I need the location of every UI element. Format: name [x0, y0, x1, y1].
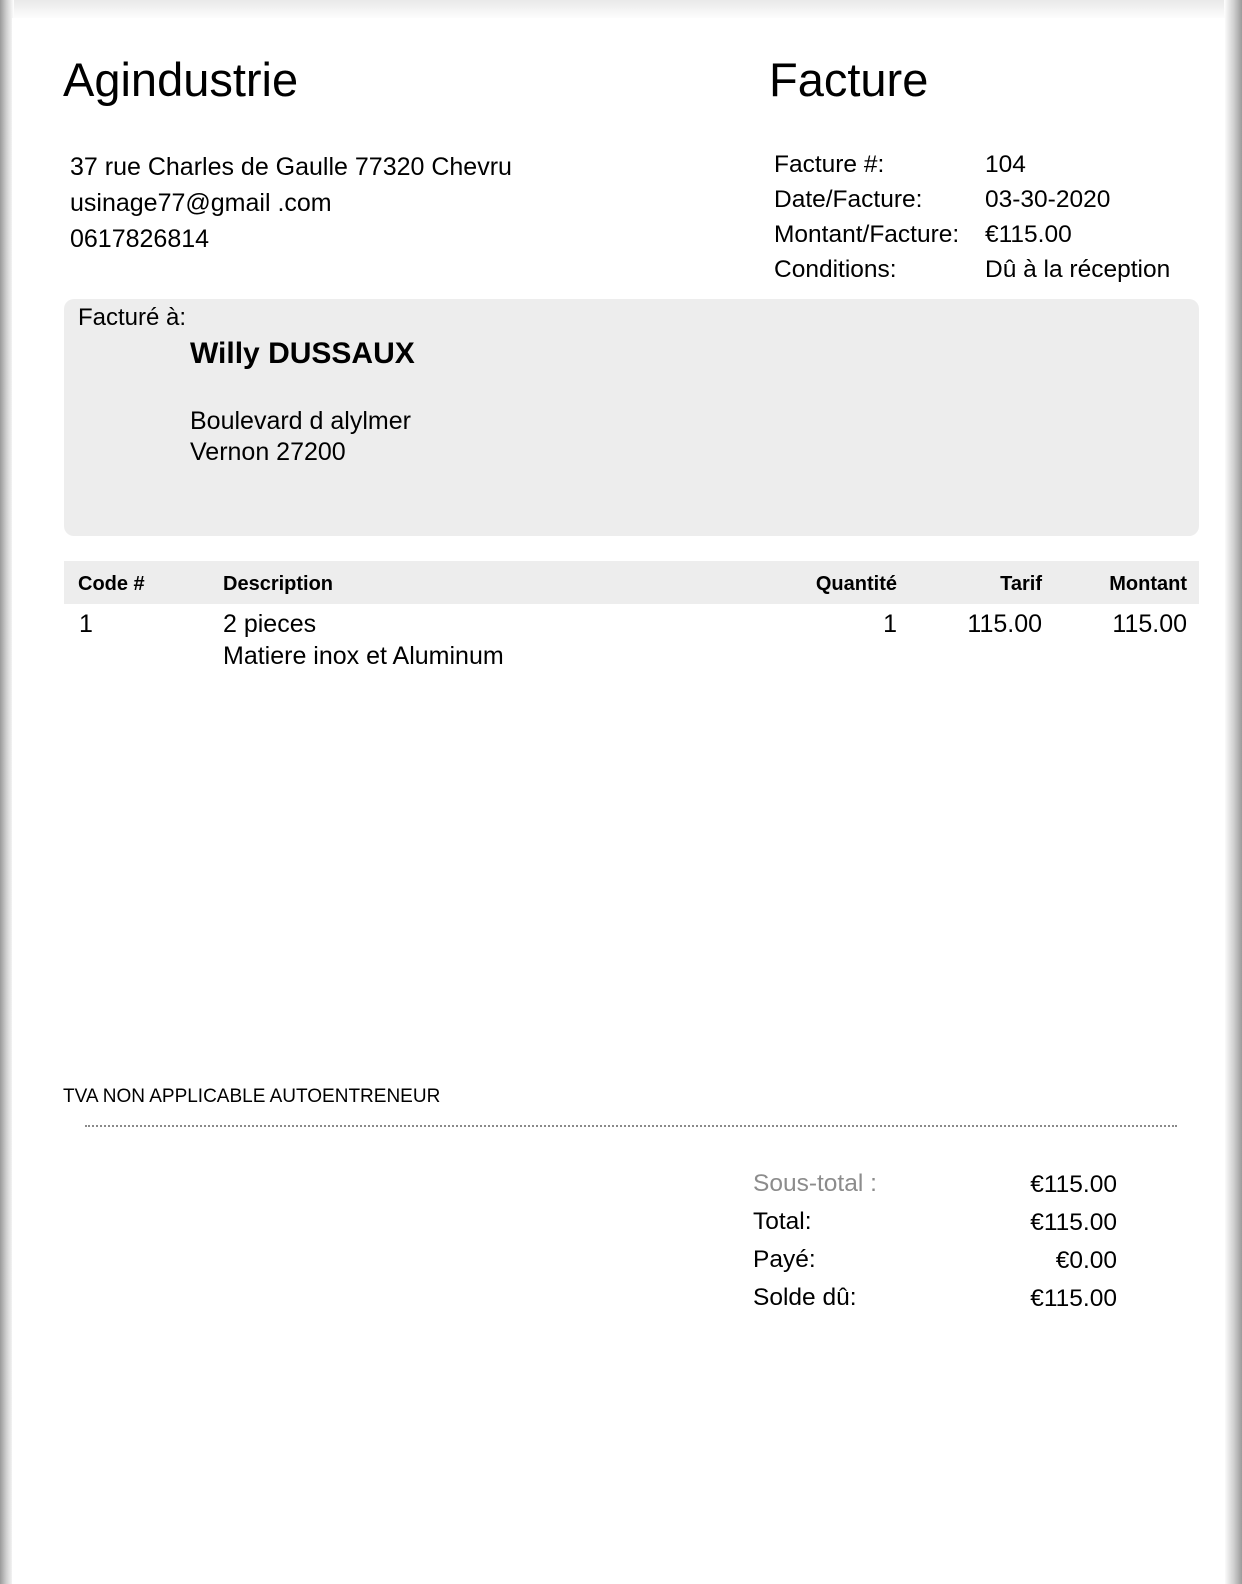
total-label: Total:	[753, 1208, 812, 1235]
meta-label: Facture #:	[774, 151, 885, 178]
paid-value: €0.00	[1055, 1247, 1117, 1274]
bill-to-label: Facturé à:	[78, 304, 187, 331]
meta-row-terms	[774, 252, 1170, 287]
total-value: €115.00	[1030, 1209, 1117, 1236]
vat-note: TVA NON APPLICABLE AUTOENTRENEUR	[63, 1086, 441, 1107]
meta-value: 104	[985, 151, 1026, 178]
cell-description-line2: Matiere inox et Aluminum	[223, 642, 504, 670]
dotted-divider	[85, 1125, 1177, 1127]
company-info	[70, 149, 512, 257]
cell-quantity: 1	[883, 610, 897, 638]
column-header-description: Description	[223, 573, 334, 595]
meta-label: Date/Facture:	[774, 186, 923, 213]
client-address-line2: Vernon 27200	[190, 438, 346, 466]
balance-due-label: Solde dû:	[753, 1284, 857, 1311]
meta-row-amount	[774, 217, 1170, 252]
invoice-meta	[774, 147, 1170, 287]
page-shadow-right	[1224, 0, 1242, 1584]
subtotal-label: Sous-total :	[753, 1170, 877, 1197]
invoice-page	[12, 18, 1225, 1584]
cell-rate: 115.00	[967, 610, 1042, 638]
column-header-amount: Montant	[1109, 573, 1187, 595]
column-header-code: Code #	[78, 573, 145, 595]
meta-label: Montant/Facture:	[774, 221, 960, 248]
cell-code: 1	[79, 610, 93, 638]
page-shadow-top	[0, 0, 1242, 20]
company-address: 37 rue Charles de Gaulle 77320 Chevru	[70, 153, 512, 181]
balance-due-value: €115.00	[1030, 1285, 1117, 1312]
document-title: Facture	[769, 53, 929, 106]
cell-amount: 115.00	[1112, 610, 1187, 638]
company-phone: 0617826814	[70, 225, 210, 253]
paid-label: Payé:	[753, 1246, 816, 1273]
company-name: Agindustrie	[63, 53, 299, 106]
meta-value: Dû à la réception	[985, 256, 1171, 283]
column-header-quantity: Quantité	[815, 573, 897, 595]
client-address	[190, 406, 411, 468]
client-name: Willy DUSSAUX	[190, 337, 415, 370]
column-header-rate: Tarif	[1000, 573, 1042, 595]
company-email: usinage77@gmail .com	[70, 189, 332, 217]
meta-value: €115.00	[985, 221, 1072, 248]
meta-row-date	[774, 182, 1170, 217]
meta-label: Conditions:	[774, 256, 897, 283]
meta-value: 03-30-2020	[985, 186, 1111, 213]
meta-row-number	[774, 147, 1170, 182]
subtotal-value: €115.00	[1030, 1171, 1117, 1198]
client-address-line1: Boulevard d alylmer	[190, 407, 411, 435]
cell-description-line1: 2 pieces	[223, 610, 317, 638]
